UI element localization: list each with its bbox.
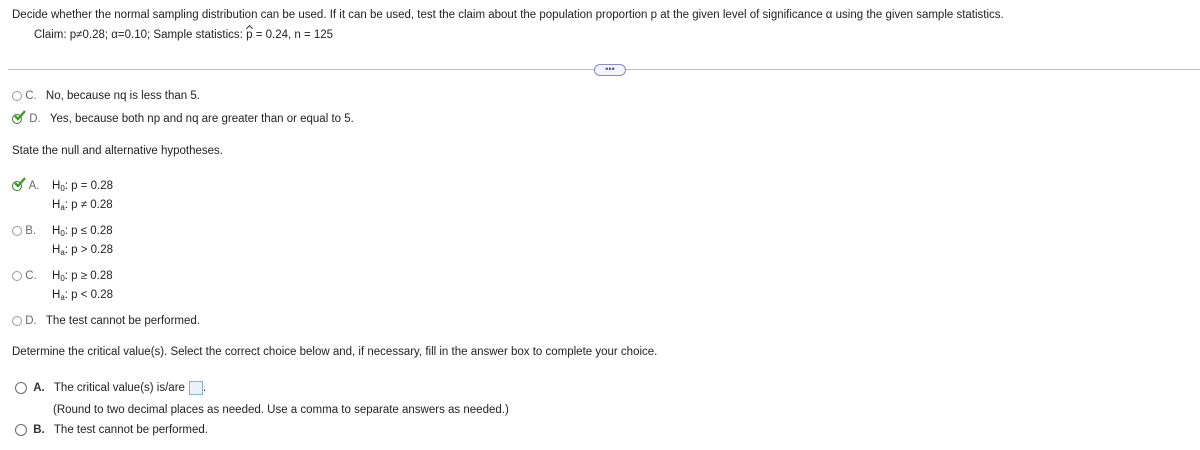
option-end: . — [202, 382, 207, 395]
option-letter: B. — [25, 225, 37, 237]
option-cv-b[interactable] — [15, 424, 208, 436]
option-text: Yes, because both np and nq are greater than or equal to 5. — [49, 113, 354, 126]
question-claim — [34, 29, 333, 41]
more-options-button[interactable]: ••• — [594, 64, 626, 76]
option-text: The test cannot be performed. — [53, 424, 208, 437]
checked-radio-icon — [12, 113, 26, 125]
option-hyp-c[interactable] — [12, 270, 37, 282]
radio-icon[interactable] — [15, 424, 27, 436]
option-hyp-b[interactable] — [12, 225, 36, 237]
option-letter: D. — [29, 113, 41, 126]
answer-input[interactable] — [189, 381, 203, 395]
option-letter: B. — [33, 424, 45, 437]
radio-icon[interactable] — [12, 316, 22, 326]
option-part1-d[interactable] — [12, 113, 354, 125]
question-prompt: Decide whether the normal sampling distribution can be used. If it can be used, test the claim about the population proportion p at the given level of significance α using the given sample statistics. — [12, 9, 1004, 21]
hypotheses-prompt: State the null and alternative hypotheses. — [12, 145, 223, 157]
option-letter: A. — [28, 180, 40, 193]
p-hat-symbol: p — [246, 29, 253, 41]
option-letter: A. — [33, 382, 45, 395]
ha-line: $H_a$: p < 0.28 — [52, 289, 114, 302]
checked-radio-icon — [12, 180, 26, 192]
option-part1-c[interactable] — [12, 90, 200, 102]
critical-value-prompt: Determine the critical value(s). Select the correct choice below and, if necessary, fill in the answer box to complete your choice. — [12, 346, 658, 358]
claim-tail: = 0.24, n = 125 — [255, 29, 334, 41]
claim-label: Claim: p≠0.28; α=0.10; Sample statistics: — [34, 29, 243, 41]
option-letter: C. — [25, 270, 37, 282]
radio-icon[interactable] — [12, 226, 22, 236]
option-hyp-d[interactable] — [12, 315, 200, 327]
radio-icon[interactable] — [12, 271, 22, 281]
option-text: The critical value(s) is/are — [53, 382, 185, 395]
option-letter: C. — [25, 90, 37, 102]
ha-line: $H_a$: p > 0.28 — [52, 244, 114, 257]
option-hyp-a[interactable] — [12, 180, 39, 192]
h0-line: $H_0$: p = 0.28 — [52, 180, 114, 193]
radio-icon[interactable] — [15, 382, 27, 394]
h0-line: $H_0$: p ≤ 0.28 — [52, 225, 113, 238]
ha-line: $H_a$: p ≠ 0.28 — [52, 199, 113, 212]
option-text: The test cannot be performed. — [45, 315, 200, 327]
option-letter: D. — [25, 315, 37, 327]
rounding-note: (Round to two decimal places as needed. Use a comma to separate answers as needed.) — [53, 404, 509, 416]
h0-line: $H_0$: p ≥ 0.28 — [52, 270, 113, 283]
option-text: No, because nq is less than 5. — [45, 90, 200, 102]
option-cv-a[interactable] — [15, 381, 206, 395]
radio-icon[interactable] — [12, 91, 22, 101]
